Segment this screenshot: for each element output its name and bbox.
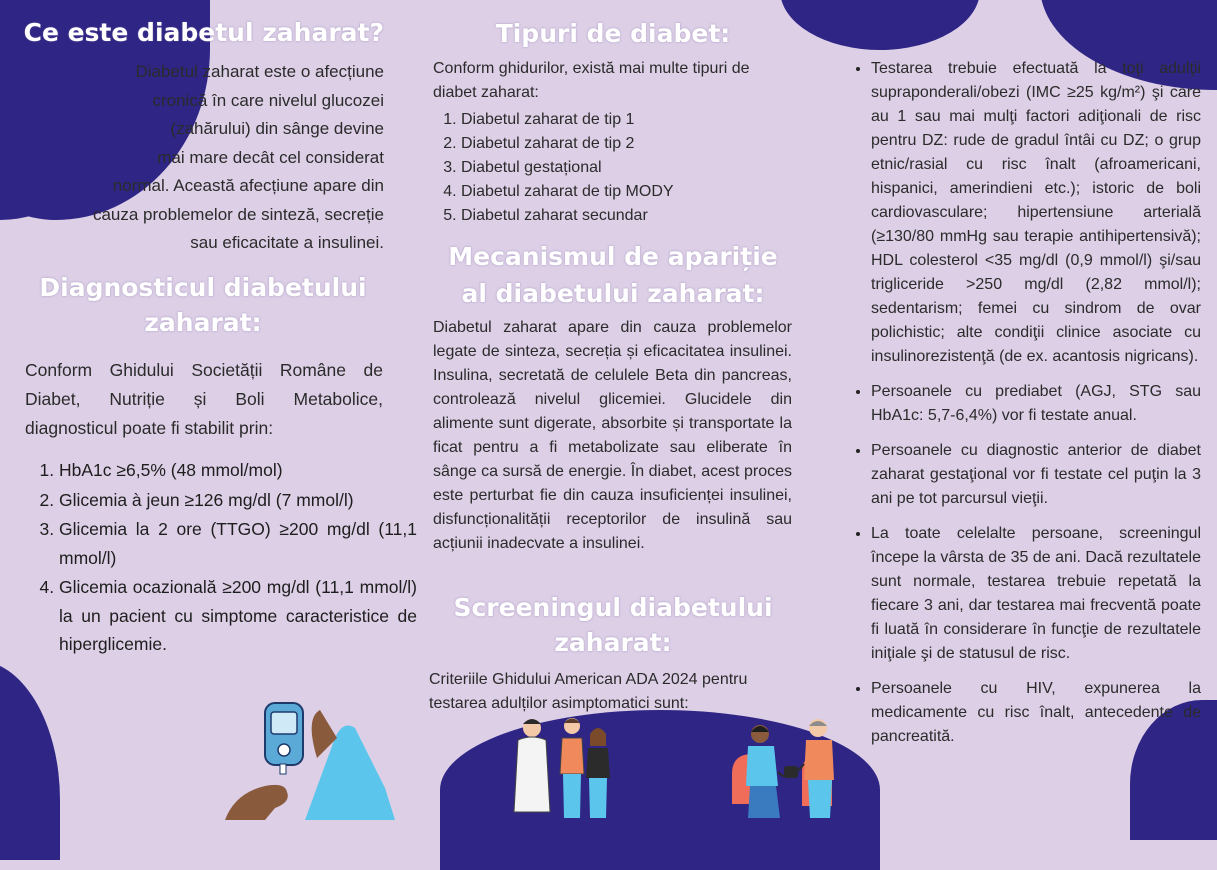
intro-line: sau eficacitate a insulinei. (190, 233, 384, 252)
type-item: 1. Diabetul zaharat de tip 1 (461, 108, 801, 132)
types-heading: Tipuri de diabet: (495, 19, 731, 48)
type-item: 3. Diabetul gestațional (461, 156, 801, 180)
page-title: Ce este diabetul zaharat? (23, 18, 384, 47)
screening-heading-line: Screeningul diabetului (453, 593, 773, 622)
criteria-bullet: • La toate celelalte persoane, screeningul începe la vârsta de 35 de ani. Dacă rezultatele sunt normale, testarea trebuie repetată la fiecare 3 ani, dar testarea mai frecventă poate fi luată în considerare în funcţie de rezultatele iniţiale şi de statusul de risc. (871, 522, 1201, 666)
criteria-bullet: • Persoanele cu prediabet (AGJ, STG sau HbA1c: 5,7-6,4%) vor fi testate anual. (871, 380, 1201, 428)
glucometer-hand-illustration (225, 698, 395, 820)
intro-line: cronică în care nivelul glucozei (152, 90, 384, 110)
criteria-bullet: • Persoanele cu diagnostic anterior de diabet zaharat gestaţional vor fi testate cel puţin la 3 ani pe tot parcursul vieţii. (871, 439, 1201, 511)
top-center-blob (780, 0, 980, 50)
type-item: 2. Diabetul zaharat de tip 2 (461, 132, 801, 156)
diagnosis-heading-line: Diagnosticul diabetului (39, 273, 367, 302)
bottom-left-blob (0, 660, 60, 860)
intro-line: normal. Această afecțiune apare din (112, 176, 384, 195)
intro-line: (zahărului) din sânge devine (170, 119, 384, 138)
type-item: 4. Diabetul zaharat de tip MODY (461, 180, 801, 204)
types-intro: Conform ghidurilor, există mai multe tipuri de diabet zaharat: (433, 60, 750, 101)
diagnosis-criteria-list (25, 456, 417, 659)
screening-criteria-list (849, 57, 1201, 760)
screening-heading (432, 590, 794, 660)
type-item: 5. Diabetul zaharat secundar (461, 204, 801, 228)
types-list (433, 108, 801, 228)
mechanism-paragraph: Diabetul zaharat apare din cauza problemelor legate de sinteza, secreția și eficacitatea insulinei. Insulina, secretată de celulele Beta din pancreas, controlează nivelul glicemiei. Glucidele din alimente sunt digerate, absorbite și transportate la ficat pentru a fi metabolizate sau eliberate în sânge ca sursă de energie. În diabet, acest proces este perturbat fie din cauza insuficienței insulinei, disfuncționalității receptorilor de insulină sau acțiunii inadecvate a insulinei. (433, 319, 792, 552)
criteria-bullet: • Testarea trebuie efectuată la toţi adulţii supraponderali/obezi (IMC ≥25 kg/m²) şi care au 1 sau mai mulţi factori adiţionali de risc pentru DZ: rude de gradul întâi cu DZ; o grup etnic/rasial cu risc înalt (afroamericani, hispanici, amerindieni etc.); istoric de boli cardiovasculare; hipertensiune arterială (≥130/80 mmHg sau terapie antihipertensivă); HDL colesterol <35 mg/dl (0,9 mmol/l) şi/sau trigliceride >250 mg/dl (2,82 mmol/l); sedentarism; femei cu sindrom de ovar polichistic; alte condiţii clinice asociate cu insulinorezistenţă (de ex. acantosis nigricans). (871, 57, 1201, 369)
intro-line: mai mare decât cel considerat (157, 147, 384, 167)
doctor-family-illustration (510, 712, 620, 820)
criteria-item: 4. Glicemia ocazională ≥200 mg/dl (11,1 mmol/l) la un pacient cu simptome caracteristice de hiperglicemie. (59, 573, 417, 659)
criteria-item: 3. Glicemia la 2 ore (TTGO) ≥200 mg/dl (11,1 mmol/l) (59, 515, 417, 572)
mechanism-heading-line: Mecanismul de apariție (448, 242, 778, 271)
intro-line: Diabetul zaharat este o afecțiune (135, 62, 384, 81)
mechanism-heading-line: al diabetului zaharat: (461, 279, 765, 308)
screening-intro: Criteriile Ghidului American ADA 2024 pentru testarea adulților asimptomatici sunt: (429, 671, 748, 712)
diagnosis-heading (22, 270, 384, 340)
screening-heading-line: zaharat: (554, 628, 672, 657)
diagnosis-intro: Conform Ghidului Societății Române de Diabet, Nutriție și Boli Metabolice, diagnosticul poate fi stabilit prin: (25, 360, 383, 438)
criteria-item: 2. Glicemia à jeun ≥126 mg/dl (7 mmol/l) (59, 486, 417, 515)
intro-paragraph (22, 58, 384, 258)
mechanism-heading (432, 238, 794, 312)
criteria-bullet: • Persoanele cu HIV, expunerea la medicamente cu risc înalt, antecedente de pancreatită. (871, 677, 1201, 749)
intro-line: cauza problemelor de sinteză, secreție (92, 204, 384, 224)
diagnosis-heading-line: zaharat: (144, 308, 262, 337)
blood-pressure-illustration (722, 714, 852, 820)
criteria-item: 1. HbA1c ≥6,5% (48 mmol/mol) (59, 456, 417, 485)
